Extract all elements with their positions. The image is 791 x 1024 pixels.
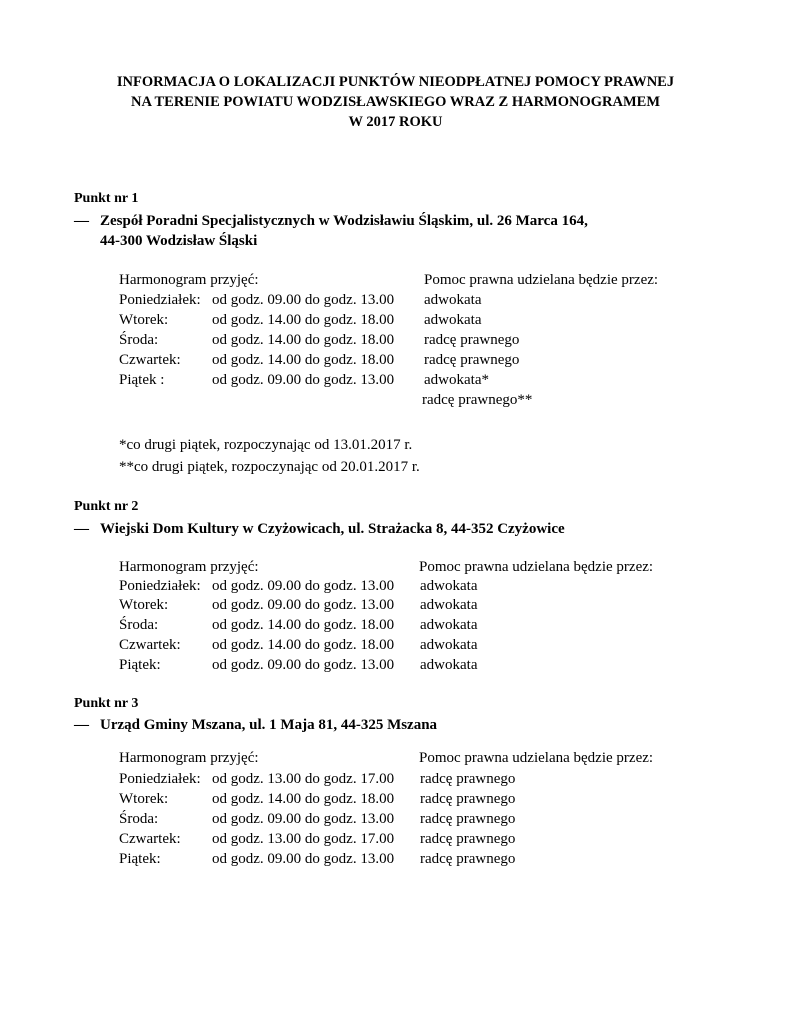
schedule-hours: od godz. 13.00 do godz. 17.00 bbox=[212, 831, 395, 847]
document-title bbox=[0, 72, 791, 132]
schedule-hours: od godz. 13.00 do godz. 17.00 bbox=[212, 771, 395, 787]
schedule-day: Poniedziałek: bbox=[119, 292, 201, 308]
schedule-provider: radcę prawnego bbox=[420, 771, 516, 787]
schedule-provider: adwokata* bbox=[424, 372, 489, 388]
point-3-label: Punkt nr 3 bbox=[74, 696, 139, 711]
schedule-hours: od godz. 09.00 do godz. 13.00 bbox=[212, 578, 395, 594]
schedule-day: Piątek: bbox=[119, 657, 161, 673]
footnote-1: *co drugi piątek, rozpoczynając od 13.01.2017 r. bbox=[119, 437, 413, 453]
schedule-hours: od godz. 14.00 do godz. 18.00 bbox=[212, 791, 395, 807]
point-2-label: Punkt nr 2 bbox=[74, 499, 139, 514]
schedule-day: Środa: bbox=[119, 332, 159, 348]
schedule-header: Harmonogram przyjęć: bbox=[119, 272, 259, 288]
provider-header: Pomoc prawna udzielana będzie przez: bbox=[419, 559, 654, 575]
point-1-address bbox=[74, 211, 588, 251]
schedule-provider: adwokata bbox=[420, 637, 478, 653]
point-2-dash: — bbox=[74, 521, 89, 537]
point-1-notes bbox=[119, 434, 420, 478]
point-1-label: Punkt nr 1 bbox=[74, 191, 139, 206]
schedule-provider: adwokata bbox=[420, 578, 478, 594]
point-3-address-line-1: Urząd Gminy Mszana, ul. 1 Maja 81, 44-325 Mszana bbox=[100, 717, 438, 733]
schedule-hours: od godz. 09.00 do godz. 13.00 bbox=[212, 851, 395, 867]
point-3-address bbox=[74, 715, 437, 735]
schedule-provider: radcę prawnego bbox=[420, 791, 516, 807]
point-3-dash: — bbox=[74, 717, 89, 733]
schedule-provider: radcę prawnego bbox=[420, 831, 516, 847]
schedule-day: Czwartek: bbox=[119, 352, 181, 368]
title-line-3: W 2017 ROKU bbox=[348, 114, 443, 130]
schedule-day: Wtorek: bbox=[119, 791, 169, 807]
schedule-provider: adwokata bbox=[420, 597, 478, 613]
schedule-provider: radcę prawnego** bbox=[422, 392, 533, 408]
point-1-address-line-1: Zespół Poradni Specjalistycznych w Wodzisławiu Śląskim, ul. 26 Marca 164, bbox=[100, 213, 588, 229]
schedule-day: Czwartek: bbox=[119, 831, 181, 847]
title-line-1: INFORMACJA O LOKALIZACJI PUNKTÓW NIEODPŁATNEJ POMOCY PRAWNEJ bbox=[116, 74, 675, 90]
schedule-hours: od godz. 14.00 do godz. 18.00 bbox=[212, 637, 395, 653]
schedule-hours: od godz. 09.00 do godz. 13.00 bbox=[212, 657, 395, 673]
schedule-day: Piątek: bbox=[119, 851, 161, 867]
point-1-address-line-2: 44-300 Wodzisław Śląski bbox=[100, 233, 258, 249]
schedule-day: Poniedziałek: bbox=[119, 771, 201, 787]
schedule-hours: od godz. 09.00 do godz. 13.00 bbox=[212, 597, 395, 613]
schedule-provider: adwokata bbox=[424, 312, 482, 328]
footnote-2: **co drugi piątek, rozpoczynając od 20.01.2017 r. bbox=[119, 459, 420, 475]
schedule-provider: radcę prawnego bbox=[420, 851, 516, 867]
point-1-dash: — bbox=[74, 213, 89, 229]
schedule-provider: adwokata bbox=[420, 657, 478, 673]
schedule-provider: adwokata bbox=[424, 292, 482, 308]
schedule-hours: od godz. 09.00 do godz. 13.00 bbox=[212, 292, 395, 308]
schedule-header: Harmonogram przyjęć: bbox=[119, 750, 259, 766]
schedule-hours: od godz. 14.00 do godz. 18.00 bbox=[212, 352, 395, 368]
schedule-provider: adwokata bbox=[420, 617, 478, 633]
schedule-day: Czwartek: bbox=[119, 637, 181, 653]
schedule-hours: od godz. 14.00 do godz. 18.00 bbox=[212, 617, 395, 633]
schedule-day: Środa: bbox=[119, 617, 159, 633]
schedule-day: Wtorek: bbox=[119, 597, 169, 613]
provider-header: Pomoc prawna udzielana będzie przez: bbox=[419, 750, 654, 766]
schedule-day: Środa: bbox=[119, 811, 159, 827]
provider-header: Pomoc prawna udzielana będzie przez: bbox=[424, 272, 659, 288]
schedule-hours: od godz. 09.00 do godz. 13.00 bbox=[212, 811, 395, 827]
schedule-provider: radcę prawnego bbox=[424, 352, 520, 368]
schedule-day: Poniedziałek: bbox=[119, 578, 201, 594]
schedule-provider: radcę prawnego bbox=[420, 811, 516, 827]
schedule-provider: radcę prawnego bbox=[424, 332, 520, 348]
schedule-day: Wtorek: bbox=[119, 312, 169, 328]
point-2-address bbox=[74, 519, 565, 539]
schedule-header: Harmonogram przyjęć: bbox=[119, 559, 259, 575]
schedule-hours: od godz. 14.00 do godz. 18.00 bbox=[212, 332, 395, 348]
schedule-hours: od godz. 14.00 do godz. 18.00 bbox=[212, 312, 395, 328]
point-2-address-line-1: Wiejski Dom Kultury w Czyżowicach, ul. Strażacka 8, 44-352 Czyżowice bbox=[100, 521, 565, 537]
title-line-2: NA TERENIE POWIATU WODZISŁAWSKIEGO WRAZ Z HARMONOGRAMEM bbox=[130, 94, 661, 110]
schedule-hours: od godz. 09.00 do godz. 13.00 bbox=[212, 372, 395, 388]
schedule-day: Piątek : bbox=[119, 372, 165, 388]
